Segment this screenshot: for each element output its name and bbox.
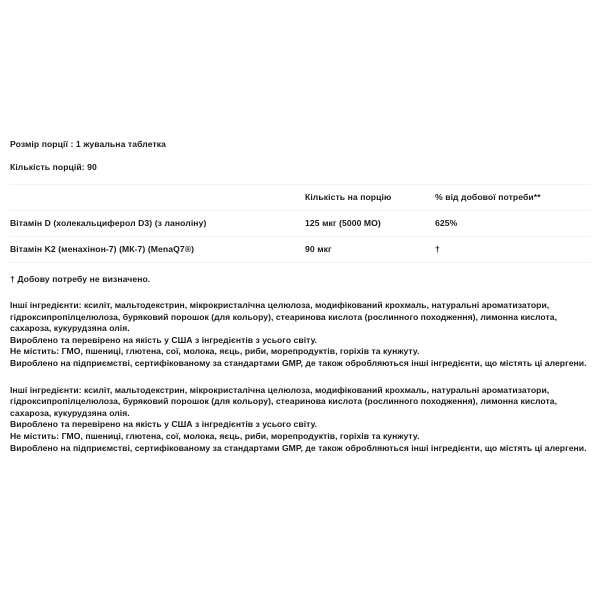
daily-value-footnote: † Добову потребу не визначено.	[10, 274, 151, 284]
table-row	[10, 237, 590, 263]
allergen-free-statement: Не містить: ГМО, пшениці, глютена, сої, молока, яєць, риби, морепродуктів, горіхів та кунжуту.	[10, 346, 420, 357]
serving-info-block	[10, 0, 590, 173]
other-ingredients-text: Інші інгредієнти: ксиліт, мальтодекстрин, мікрокристалічна целюлоза, модифікований крохмаль, натуральні ароматизатори, гідроксипропілцелюлоза, буряковий порошок (для кольору), стеаринова кислота (рослинного походження), лимонна кислота, сахароза, кукурудзяна олія.	[10, 384, 557, 418]
nutrient-daily-value: †	[435, 237, 590, 263]
facility-allergen-statement: Вироблено на підприємстві, сертифікованому за стандартами GMP, де також обробляються інші інгредієнти, що містять ці алергени.	[10, 357, 587, 368]
supplement-facts-table	[10, 184, 590, 263]
nutrient-amount: 90 мкг	[305, 237, 435, 263]
manufactured-statement: Вироблено та перевірено на якість у США з інгредієнтів з усього світу.	[10, 334, 318, 345]
table-header-row	[10, 185, 590, 211]
other-ingredients-text: Інші інгредієнти: ксиліт, мальтодекстрин, мікрокристалічна целюлоза, модифікований крохмаль, натуральні ароматизатори, гідроксипропілцелюлоза, буряковий порошок (для кольору), стеаринова кислота (рослинного походження), лимонна кислота, сахароза, кукурудзяна олія.	[10, 300, 557, 334]
nutrient-daily-value: 625%	[435, 211, 590, 237]
ingredients-block-secondary	[10, 385, 590, 455]
nutrient-name: Вітамін K2 (менахінон-7) (МК-7) (MenaQ7®)	[10, 237, 305, 263]
table-header	[10, 185, 590, 211]
servings-per-container-line: Кількість порцій: 90	[10, 162, 97, 172]
facility-allergen-statement: Вироблено на підприємстві, сертифікованому за стандартами GMP, де також обробляються інші інгредієнти, що містять ці алергени.	[10, 442, 587, 453]
table-body	[10, 211, 590, 263]
column-header-daily-value: % від добової потреби**	[435, 185, 590, 211]
column-header-nutrient	[10, 185, 305, 211]
nutrient-name: Вітамін D (холекальциферол D3) (з ланоліну)	[10, 211, 305, 237]
nutrient-amount: 125 мкг (5000 МО)	[305, 211, 435, 237]
manufactured-statement: Вироблено та перевірено на якість у США з інгредієнтів з усього світу.	[10, 419, 318, 430]
table-row	[10, 211, 590, 237]
allergen-free-statement: Не містить: ГМО, пшениці, глютена, сої, молока, яєць, риби, морепродуктів, горіхів та кунжуту.	[10, 430, 420, 441]
ingredients-block-primary	[10, 300, 590, 370]
serving-size-line: Розмір порції : 1 жувальна таблетка	[10, 139, 166, 149]
column-header-amount-per-serving: Кількість на порцію	[305, 185, 435, 211]
